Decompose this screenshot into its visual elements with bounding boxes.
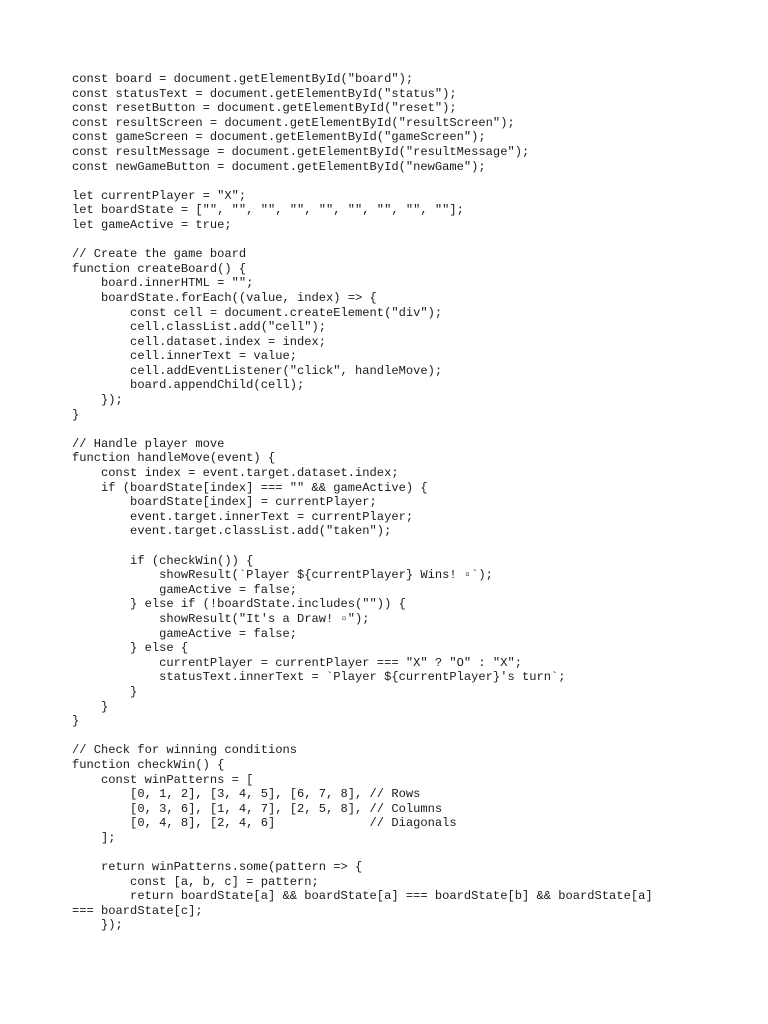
code-line: // Handle player move <box>72 436 225 451</box>
code-line: const resultScreen = document.getElementById("resultScreen"); <box>72 115 515 130</box>
code-line: function checkWin() { <box>72 757 225 772</box>
code-line: const resetButton = document.getElementById("reset"); <box>72 101 457 116</box>
code-line: cell.addEventListener("click", handleMove); <box>72 363 443 378</box>
code-line: } else { <box>72 641 189 656</box>
code-line: const newGameButton = document.getElementById("newGame"); <box>72 159 486 174</box>
blank-line <box>72 422 692 437</box>
code-line: let boardState = ["", "", "", "", "", "", "", "", ""]; <box>72 203 464 218</box>
code-line: ]; <box>72 830 116 845</box>
code-line: } <box>72 714 80 729</box>
code-line: const board = document.getElementById("board"); <box>72 72 414 86</box>
code-line: return winPatterns.some(pattern => { <box>72 860 363 875</box>
code-line: // Create the game board <box>72 247 247 262</box>
code-line: function createBoard() { <box>72 261 247 276</box>
code-line: } <box>72 684 138 699</box>
code-line: function handleMove(event) { <box>72 451 276 466</box>
code-line: boardState.forEach((value, index) => { <box>72 290 377 305</box>
code-line: event.target.innerText = currentPlayer; <box>72 509 414 524</box>
code-line: currentPlayer = currentPlayer === "X" ? "O" : "X"; <box>72 655 522 670</box>
code-line: const [a, b, c] = pattern; <box>72 874 319 889</box>
code-line: if (boardState[index] === "" && gameActive) { <box>72 480 428 495</box>
code-line: if (checkWin()) { <box>72 553 254 568</box>
code-line: event.target.classList.add("taken"); <box>72 524 392 539</box>
code-line: board.appendChild(cell); <box>72 378 305 393</box>
code-line: return boardState[a] && boardState[a] === boardState[b] && boardState[a] <box>72 889 653 904</box>
code-line: const index = event.target.dataset.index; <box>72 466 399 481</box>
blank-line <box>72 233 692 248</box>
code-line: let gameActive = true; <box>72 217 232 232</box>
code-line: [0, 3, 6], [1, 4, 7], [2, 5, 8], // Columns <box>72 801 443 816</box>
code-line: let currentPlayer = "X"; <box>72 188 247 203</box>
code-line: board.innerHTML = ""; <box>72 276 254 291</box>
code-line: [0, 4, 8], [2, 4, 6] // Diagonals <box>72 816 457 831</box>
code-line: showResult(`Player ${currentPlayer} Wins! ▫`); <box>72 568 493 583</box>
code-line: } <box>72 407 80 422</box>
code-line: boardState[index] = currentPlayer; <box>72 495 377 510</box>
code-block <box>72 72 692 933</box>
code-line: gameActive = false; <box>72 582 297 597</box>
code-line: const statusText = document.getElementById("status"); <box>72 86 457 101</box>
code-line: const winPatterns = [ <box>72 772 254 787</box>
code-line: // Check for winning conditions <box>72 743 297 758</box>
code-line: cell.innerText = value; <box>72 349 297 364</box>
code-line: cell.dataset.index = index; <box>72 334 327 349</box>
code-line: } <box>72 699 109 714</box>
code-line: === boardState[c]; <box>72 903 203 918</box>
code-line: }); <box>72 393 123 408</box>
code-line: const cell = document.createElement("div"); <box>72 305 443 320</box>
blank-line <box>72 174 692 189</box>
code-line: showResult("It's a Draw! ▫"); <box>72 611 370 626</box>
code-line: [0, 1, 2], [3, 4, 5], [6, 7, 8], // Rows <box>72 787 421 802</box>
code-line: } else if (!boardState.includes("")) { <box>72 597 406 612</box>
code-line: const resultMessage = document.getElementById("resultMessage"); <box>72 144 530 159</box>
code-line: const gameScreen = document.getElementById("gameScreen"); <box>72 130 486 145</box>
blank-line <box>72 845 692 860</box>
blank-line <box>72 539 692 554</box>
code-line: gameActive = false; <box>72 626 297 641</box>
code-line: cell.classList.add("cell"); <box>72 320 327 335</box>
code-line: statusText.innerText = `Player ${currentPlayer}'s turn`; <box>72 670 566 685</box>
code-line: }); <box>72 918 123 933</box>
blank-line <box>72 729 692 744</box>
